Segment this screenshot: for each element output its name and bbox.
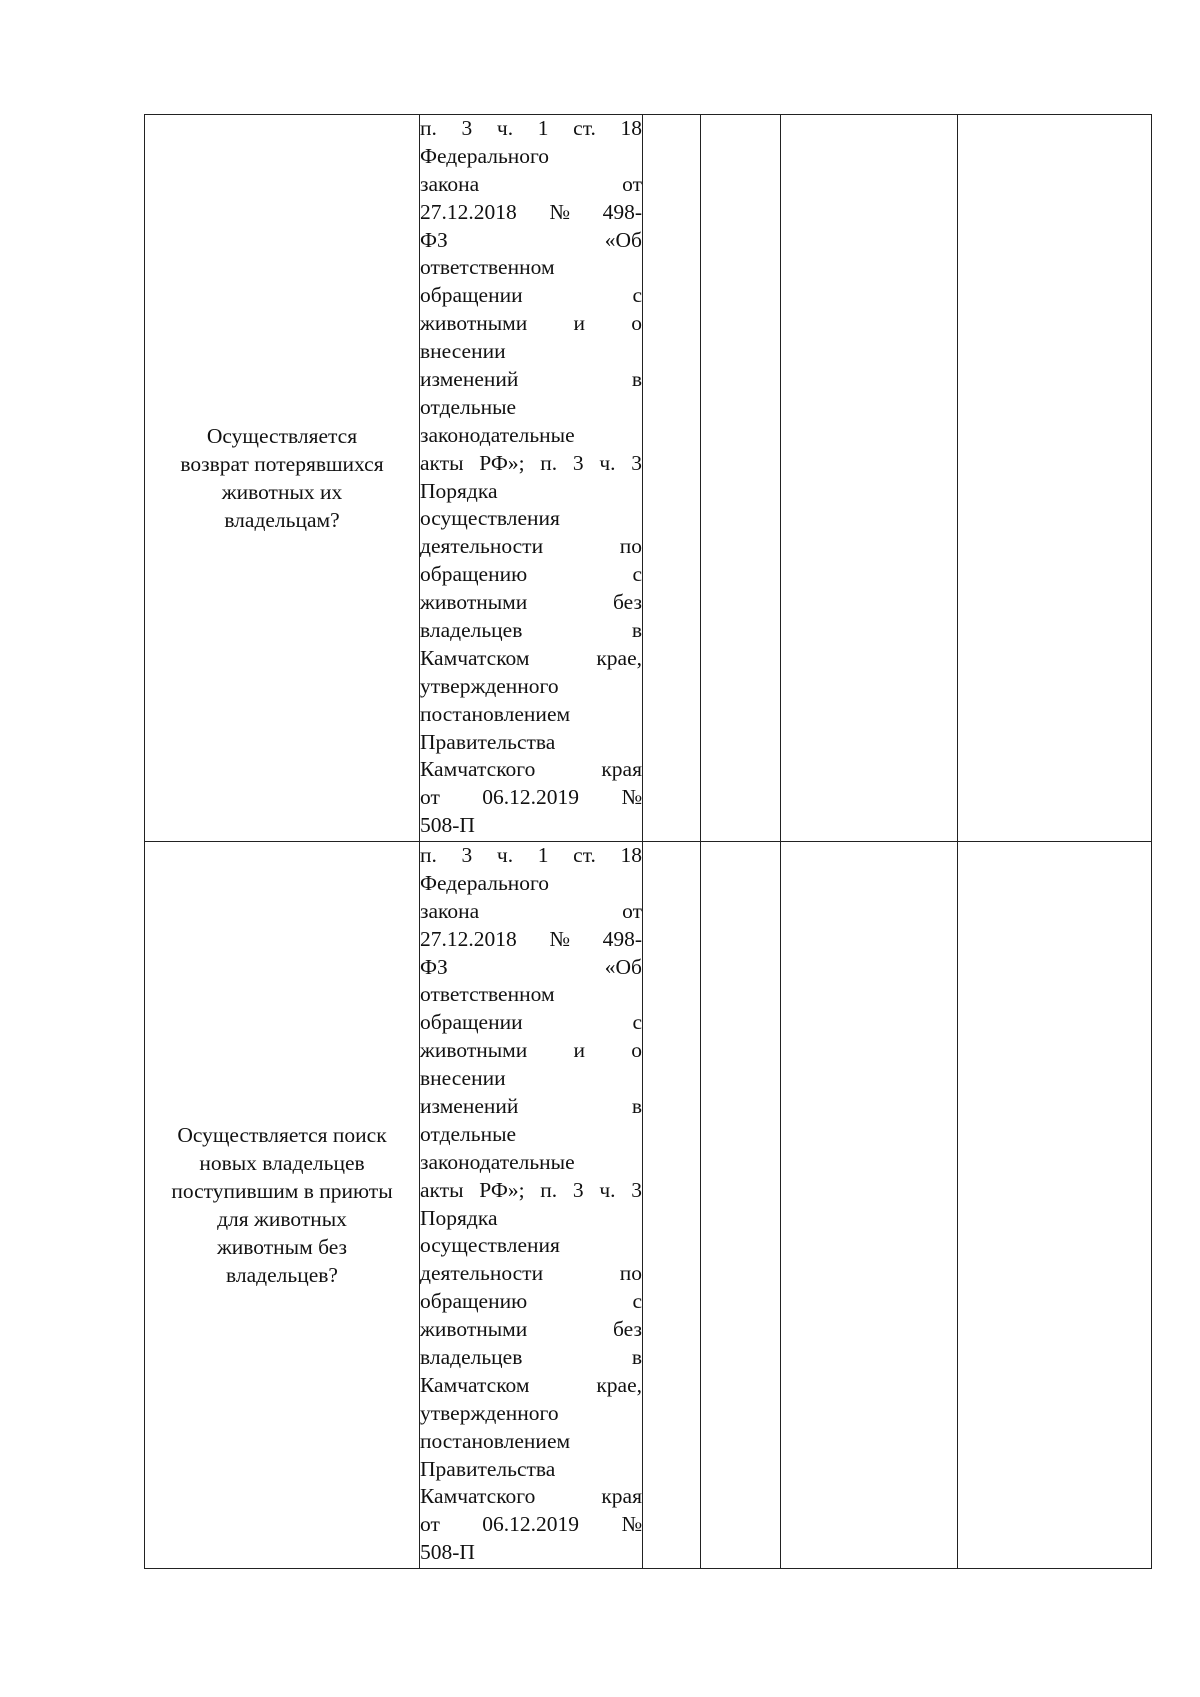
legal-basis-line	[420, 1372, 642, 1400]
legal-basis-word: осуществления	[420, 1233, 560, 1258]
legal-basis-word: по	[619, 1261, 642, 1286]
legal-basis-word: в	[631, 618, 642, 643]
legal-basis-line	[420, 981, 642, 1009]
legal-basis-word: утвержденного	[420, 1400, 559, 1425]
legal-basis-line	[420, 505, 642, 533]
legal-basis-word: деятельности	[420, 1261, 544, 1286]
legal-basis-word: и	[573, 311, 586, 336]
legal-basis-word: от	[420, 1512, 440, 1537]
legal-basis-word: 498-	[602, 199, 642, 224]
legal-basis-line	[420, 870, 642, 898]
legal-basis-word: крае,	[596, 1372, 642, 1397]
legal-basis-word: ч.	[599, 450, 616, 475]
legal-basis-word: 3	[631, 1177, 642, 1202]
question-line: возврат потерявшихся	[180, 452, 384, 476]
legal-basis-word: постановлением	[420, 1428, 571, 1453]
legal-basis-line	[420, 1149, 642, 1177]
legal-basis-word: по	[619, 534, 642, 559]
legal-basis-line	[420, 282, 642, 310]
legal-basis-line	[420, 394, 642, 422]
legal-basis-line	[420, 926, 642, 954]
legal-basis-line	[420, 338, 642, 366]
legal-basis-word: ч.	[496, 116, 514, 140]
legal-basis-word: №	[549, 199, 570, 224]
legal-basis-word: ФЗ	[420, 227, 448, 252]
answer-yes-cell	[643, 115, 701, 842]
legal-basis-word: ФЗ	[420, 954, 448, 979]
legal-basis-line	[420, 784, 642, 812]
legal-basis-word: 06.12.2019	[482, 785, 580, 810]
legal-basis-word: с	[632, 283, 642, 308]
legal-basis-word: Порядка	[420, 1205, 498, 1230]
legal-basis-line	[420, 254, 642, 282]
legal-basis-line	[420, 1232, 642, 1260]
question-line: Осуществляется поиск	[177, 1123, 387, 1147]
legal-basis-word: №	[549, 926, 570, 951]
legal-basis-line	[420, 729, 642, 757]
legal-basis-line	[420, 450, 642, 478]
legal-basis-line	[420, 589, 642, 617]
legal-basis-line	[420, 1065, 642, 1093]
legal-basis-word: о	[631, 311, 642, 336]
legal-basis-word: животными	[420, 311, 528, 336]
legal-basis-cell	[420, 842, 643, 1569]
legal-basis-line	[420, 366, 642, 394]
legal-basis-line	[420, 1456, 642, 1484]
legal-basis-line	[420, 1037, 642, 1065]
legal-basis-word: «Об	[604, 227, 642, 252]
legal-basis-word: Федерального	[420, 143, 550, 168]
legal-basis-line	[420, 842, 642, 870]
legal-basis-word: края	[601, 1484, 642, 1509]
legal-basis-word: 3	[631, 450, 642, 475]
legal-basis-word: 1	[537, 116, 549, 140]
legal-basis-line	[420, 310, 642, 338]
legal-basis-word: без	[613, 1317, 642, 1342]
legal-basis-word: «Об	[604, 954, 642, 979]
legal-basis-line	[420, 701, 642, 729]
legal-basis-word: 18	[620, 843, 642, 867]
legal-basis-word: 3	[461, 116, 473, 140]
legal-basis-word: в	[631, 1345, 642, 1370]
legal-basis-word: обращении	[420, 1010, 523, 1035]
legal-basis-word: отдельные	[420, 1121, 517, 1146]
question-cell	[145, 842, 420, 1569]
legal-basis-word: Правительства	[420, 729, 556, 754]
legal-basis-word: с	[632, 562, 642, 587]
legal-basis-line	[420, 812, 642, 840]
table-row	[145, 115, 1152, 842]
legal-basis-line	[420, 1260, 642, 1288]
legal-basis-word: п.	[420, 116, 437, 140]
legal-basis-line	[420, 1316, 642, 1344]
legal-basis-word: с	[632, 1010, 642, 1035]
legal-basis-word: владельцев	[420, 1345, 523, 1370]
checklist-table	[144, 114, 1152, 1569]
legal-basis-word: изменений	[420, 367, 519, 392]
legal-basis-word: утвержденного	[420, 673, 559, 698]
note-cell	[958, 842, 1152, 1569]
legal-basis-line	[420, 954, 642, 982]
legal-basis-word: п.	[420, 843, 437, 867]
answer-no-cell	[701, 842, 781, 1569]
legal-basis-line	[420, 171, 642, 199]
legal-basis-word: акты	[420, 450, 464, 475]
legal-basis-line	[420, 1539, 642, 1567]
legal-basis-line	[420, 199, 642, 227]
legal-basis-word: и	[573, 1038, 586, 1063]
legal-basis-word: о	[631, 1038, 642, 1063]
legal-basis-word: Порядка	[420, 478, 498, 503]
legal-basis-word: 27.12.2018	[420, 926, 517, 951]
legal-basis-word: законодательные	[420, 422, 575, 447]
legal-basis-line	[420, 1400, 642, 1428]
note-cell	[958, 115, 1152, 842]
legal-basis-word: 508-П	[420, 1540, 475, 1565]
question-line: животных их	[221, 480, 343, 504]
legal-basis-word: внесении	[420, 1066, 506, 1091]
legal-basis-word: Камчатском	[420, 1372, 530, 1397]
question-line: животным без	[216, 1235, 348, 1259]
question-line: владельцам?	[224, 508, 340, 532]
legal-basis-line	[420, 533, 642, 561]
legal-basis-word: п.	[540, 1177, 558, 1202]
question-line: поступившим в приюты	[171, 1179, 393, 1203]
legal-basis-line	[420, 1344, 642, 1372]
answer-yes-cell	[643, 842, 701, 1569]
legal-basis-word: от	[622, 171, 642, 196]
legal-basis-line	[420, 1093, 642, 1121]
table-row	[145, 842, 1152, 1569]
legal-basis-word: 3	[461, 843, 473, 867]
legal-basis-line	[420, 645, 642, 673]
legal-basis-word: Камчатском	[420, 645, 530, 670]
legal-basis-word: в	[631, 1094, 642, 1119]
legal-basis-word: 06.12.2019	[482, 1512, 580, 1537]
answer-no-cell	[701, 115, 781, 842]
legal-basis-word: 508-П	[420, 813, 475, 838]
legal-basis-word: закона	[420, 898, 480, 923]
legal-basis-line	[420, 227, 642, 255]
legal-basis-line	[420, 756, 642, 784]
legal-basis-word: ответственном	[420, 255, 555, 280]
legal-basis-word: 1	[537, 843, 549, 867]
legal-basis-line	[420, 143, 642, 171]
legal-basis-word: с	[632, 1289, 642, 1314]
legal-basis-word: изменений	[420, 1094, 519, 1119]
checklist-body	[145, 115, 1152, 1569]
legal-basis-word: ст.	[573, 116, 596, 140]
legal-basis-line	[420, 422, 642, 450]
legal-basis-line	[420, 1288, 642, 1316]
question-cell	[145, 115, 420, 842]
question-line: новых владельцев	[199, 1151, 365, 1175]
legal-basis-word: обращению	[420, 1289, 528, 1314]
legal-basis-line	[420, 115, 642, 143]
legal-basis-line	[420, 898, 642, 926]
legal-basis-word: 3	[572, 1177, 584, 1202]
legal-basis-word: без	[613, 590, 642, 615]
legal-basis-line	[420, 617, 642, 645]
legal-basis-word: обращению	[420, 562, 528, 587]
legal-basis-line	[420, 478, 642, 506]
legal-basis-word: РФ»;	[479, 1177, 525, 1202]
legal-basis-word: крае,	[596, 645, 642, 670]
legal-basis-word: внесении	[420, 339, 506, 364]
legal-basis-line	[420, 1511, 642, 1539]
legal-basis-word: 27.12.2018	[420, 199, 517, 224]
legal-basis-word: 18	[620, 116, 642, 140]
legal-basis-line	[420, 1205, 642, 1233]
legal-basis-word: акты	[420, 1177, 464, 1202]
legal-basis-word: животными	[420, 1038, 528, 1063]
legal-basis-line	[420, 1428, 642, 1456]
legal-basis-word: РФ»;	[479, 450, 525, 475]
not-applicable-cell	[781, 842, 958, 1569]
legal-basis-line	[420, 1483, 642, 1511]
legal-basis-word: №	[621, 1512, 642, 1537]
legal-basis-word: деятельности	[420, 534, 544, 559]
legal-basis-word: края	[601, 757, 642, 782]
legal-basis-word: постановлением	[420, 701, 571, 726]
question-line: владельцев?	[226, 1263, 338, 1287]
legal-basis-word: животными	[420, 590, 528, 615]
legal-basis-word: п.	[540, 450, 558, 475]
legal-basis-word: ч.	[496, 843, 514, 867]
legal-basis-word: Камчатского	[420, 757, 536, 782]
legal-basis-word: Правительства	[420, 1456, 556, 1481]
legal-basis-word: №	[621, 785, 642, 810]
legal-basis-word: в	[631, 367, 642, 392]
legal-basis-line	[420, 1121, 642, 1149]
legal-basis-word: животными	[420, 1317, 528, 1342]
legal-basis-line	[420, 561, 642, 589]
legal-basis-word: ответственном	[420, 982, 555, 1007]
legal-basis-line	[420, 1009, 642, 1037]
question-line: Осуществляется	[206, 424, 358, 448]
question-line: для животных	[217, 1207, 347, 1231]
legal-basis-word: Камчатского	[420, 1484, 536, 1509]
not-applicable-cell	[781, 115, 958, 842]
legal-basis-word: законодательные	[420, 1149, 575, 1174]
legal-basis-word: осуществления	[420, 506, 560, 531]
legal-basis-line	[420, 673, 642, 701]
legal-basis-word: Федерального	[420, 870, 550, 895]
legal-basis-word: закона	[420, 171, 480, 196]
legal-basis-word: от	[622, 898, 642, 923]
legal-basis-cell	[420, 115, 643, 842]
legal-basis-word: отдельные	[420, 394, 517, 419]
legal-basis-word: 498-	[602, 926, 642, 951]
legal-basis-word: 3	[572, 450, 584, 475]
legal-basis-word: владельцев	[420, 618, 523, 643]
legal-basis-line	[420, 1177, 642, 1205]
legal-basis-word: от	[420, 785, 440, 810]
legal-basis-word: ч.	[599, 1177, 616, 1202]
legal-basis-word: обращении	[420, 283, 523, 308]
legal-basis-word: ст.	[573, 843, 596, 867]
